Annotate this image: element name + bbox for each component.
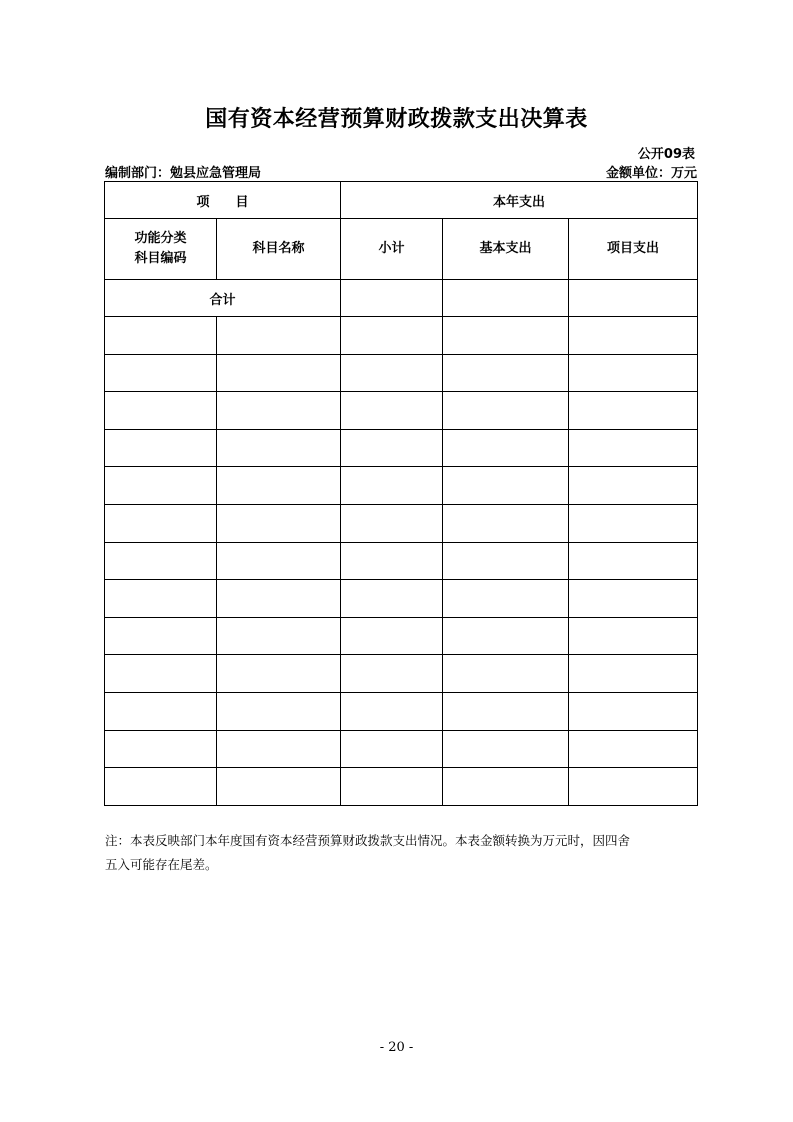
total-label: 合计: [105, 280, 341, 317]
department-label: 编制部门：勉县应急管理局: [105, 166, 262, 181]
cell-name: [217, 354, 341, 392]
cell-basic: [443, 317, 569, 355]
cell-basic: [443, 655, 569, 693]
total-project-cell: [569, 280, 698, 317]
cell-subtotal: [341, 692, 443, 730]
header-item-cell: [105, 182, 341, 219]
cell-code: [105, 692, 217, 730]
header-row-1: [105, 182, 698, 219]
cell-basic: [443, 542, 569, 580]
col-code-header: [105, 219, 217, 280]
table-row: [105, 504, 698, 542]
cell-code: [105, 730, 217, 768]
cell-basic: [443, 768, 569, 806]
cell-project: [569, 580, 698, 618]
col-name-header: 科目名称: [217, 219, 341, 280]
table-row: [105, 429, 698, 467]
cell-project: [569, 617, 698, 655]
cell-code: [105, 504, 217, 542]
cell-subtotal: [341, 467, 443, 505]
cell-subtotal: [341, 317, 443, 355]
table-row: [105, 655, 698, 693]
cell-name: [217, 467, 341, 505]
cell-basic: [443, 580, 569, 618]
cell-name: [217, 429, 341, 467]
cell-name: [217, 617, 341, 655]
table-body: [105, 317, 698, 806]
cell-subtotal: [341, 768, 443, 806]
meta-row: [105, 162, 697, 181]
table-row: [105, 768, 698, 806]
cell-basic: [443, 354, 569, 392]
cell-name: [217, 730, 341, 768]
document-title: 国有资本经营预算财政拨款支出决算表: [205, 107, 588, 132]
cell-basic: [443, 617, 569, 655]
table-row: [105, 692, 698, 730]
cell-name: [217, 768, 341, 806]
unit-label: 金额单位：万元: [605, 166, 697, 181]
cell-code: [105, 580, 217, 618]
cell-project: [569, 392, 698, 430]
cell-name: [217, 655, 341, 693]
col-basic-header: 基本支出: [443, 219, 569, 280]
cell-project: [569, 317, 698, 355]
cell-code: [105, 617, 217, 655]
cell-name: [217, 580, 341, 618]
cell-code: [105, 467, 217, 505]
cell-project: [569, 504, 698, 542]
page-number: - 20 -: [379, 1040, 414, 1055]
cell-subtotal: [341, 542, 443, 580]
cell-name: [217, 542, 341, 580]
table-row: [105, 542, 698, 580]
col-project-header: 项目支出: [569, 219, 698, 280]
cell-name: [217, 692, 341, 730]
cell-code: [105, 542, 217, 580]
cell-code: [105, 429, 217, 467]
footnote: [105, 829, 697, 877]
cell-name: [217, 317, 341, 355]
table-row: [105, 580, 698, 618]
cell-project: [569, 467, 698, 505]
table-row: [105, 392, 698, 430]
cell-basic: [443, 467, 569, 505]
total-row: [105, 280, 698, 317]
cell-code: [105, 392, 217, 430]
header-item-right: 目: [235, 194, 249, 210]
cell-code: [105, 317, 217, 355]
header-current-year: 本年支出: [341, 182, 698, 219]
cell-subtotal: [341, 580, 443, 618]
total-subtotal-cell: [341, 280, 443, 317]
table-row: [105, 467, 698, 505]
cell-code: [105, 354, 217, 392]
cell-subtotal: [341, 617, 443, 655]
header-row-2: [105, 219, 698, 280]
col-code-line1: 功能分类: [134, 231, 187, 246]
cell-basic: [443, 730, 569, 768]
cell-project: [569, 655, 698, 693]
budget-table: [104, 181, 698, 806]
cell-code: [105, 655, 217, 693]
header-item-left: 项: [196, 194, 210, 210]
table-row: [105, 317, 698, 355]
cell-subtotal: [341, 354, 443, 392]
cell-project: [569, 354, 698, 392]
cell-basic: [443, 692, 569, 730]
cell-subtotal: [341, 730, 443, 768]
cell-basic: [443, 429, 569, 467]
table-row: [105, 617, 698, 655]
footnote-line-1: 注：本表反映部门本年度国有资本经营预算财政拨款支出情况。本表金额转换为万元时，因四舍: [105, 833, 631, 848]
cell-project: [569, 768, 698, 806]
col-code-line2: 科目编码: [134, 251, 187, 266]
cell-subtotal: [341, 655, 443, 693]
cell-basic: [443, 504, 569, 542]
footnote-line-2: 五入可能存在尾差。: [105, 857, 218, 872]
cell-subtotal: [341, 429, 443, 467]
cell-subtotal: [341, 392, 443, 430]
cell-project: [569, 429, 698, 467]
cell-code: [105, 768, 217, 806]
col-subtotal-header: 小计: [341, 219, 443, 280]
cell-project: [569, 730, 698, 768]
cell-name: [217, 504, 341, 542]
total-basic-cell: [443, 280, 569, 317]
cell-subtotal: [341, 504, 443, 542]
cell-project: [569, 542, 698, 580]
table-row: [105, 354, 698, 392]
cell-basic: [443, 392, 569, 430]
table-row: [105, 730, 698, 768]
cell-project: [569, 692, 698, 730]
cell-name: [217, 392, 341, 430]
table-code: 公开09表: [637, 147, 695, 162]
